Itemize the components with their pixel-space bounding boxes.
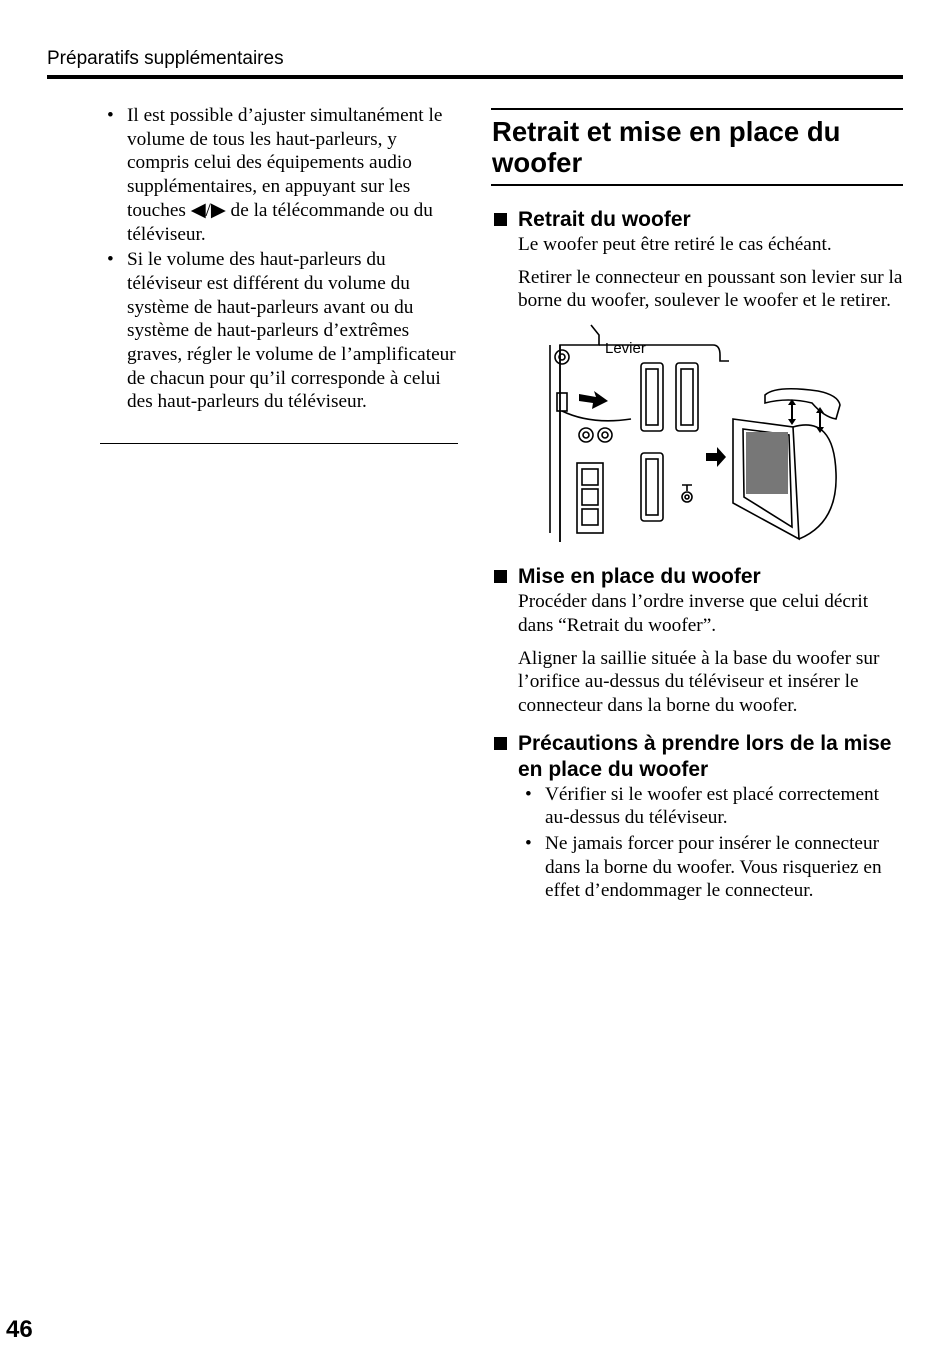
volume-notes-list bbox=[100, 104, 458, 414]
removal-body bbox=[491, 233, 903, 313]
left-column-rule bbox=[100, 443, 458, 444]
install-body bbox=[491, 590, 903, 718]
square-bullet-icon bbox=[494, 737, 507, 750]
right-column bbox=[491, 108, 903, 905]
lever-label: Levier bbox=[605, 340, 646, 358]
list-item: • Il est possible d’ajuster simultanément le volume de tous les haut-parleurs, y compris celui des équipements audio supplémentaires, en appuyant sur les touches ◀/▶ de la télécommande ou du téléviseur. bbox=[100, 104, 458, 246]
install-heading-text: Mise en place du woofer bbox=[518, 565, 761, 589]
square-bullet-icon bbox=[494, 570, 507, 583]
section-rule-top bbox=[491, 108, 903, 110]
removal-paragraph-2: Retirer le connecteur en poussant son levier sur la borne du woofer, soulever le woofer et le retirer. bbox=[518, 266, 903, 312]
left-column bbox=[100, 104, 458, 416]
removal-heading bbox=[491, 207, 903, 233]
woofer-removal-figure bbox=[536, 323, 841, 550]
precautions-list bbox=[491, 783, 903, 904]
tv-back-illustration bbox=[536, 323, 841, 550]
precautions-heading-text: Précautions à prendre lors de la mise en place du woofer bbox=[518, 731, 892, 781]
install-paragraph-2: Aligner la saillie située à la base du woofer sur l’orifice au-dessus du téléviseur et insérer le connecteur dans la borne du woofer. bbox=[518, 647, 880, 716]
install-heading bbox=[491, 564, 903, 590]
header-rule bbox=[47, 75, 903, 79]
section-title: Retrait et mise en place du woofer bbox=[492, 116, 841, 178]
running-header: Préparatifs supplémentaires bbox=[47, 48, 284, 69]
removal-paragraph-1: Le woofer peut être retiré le cas échéant. bbox=[518, 234, 832, 255]
install-paragraph-1: Procéder dans l’ordre inverse que celui décrit dans “Retrait du woofer”. bbox=[518, 591, 869, 636]
square-bullet-icon bbox=[494, 213, 507, 226]
page-number: 46 bbox=[6, 1316, 33, 1343]
list-item: • Vérifier si le woofer est placé correctement au-dessus du téléviseur. bbox=[518, 783, 903, 830]
list-item: • Si le volume des haut-parleurs du téléviseur est différent du volume du système de haut-parleurs avant ou du système de haut-parleurs d’extrêmes graves, régler le volume de l’amplificateur de chacun pour qu’il corresponde à celui des haut-parleurs du téléviseur. bbox=[100, 248, 458, 414]
precautions-heading bbox=[491, 731, 903, 783]
removal-heading-text: Retrait du woofer bbox=[518, 208, 691, 231]
list-item: • Ne jamais forcer pour insérer le connecteur dans la borne du woofer. Vous risqueriez en effet d’endommager le connecteur. bbox=[518, 832, 903, 903]
section-rule-bottom bbox=[491, 184, 903, 186]
